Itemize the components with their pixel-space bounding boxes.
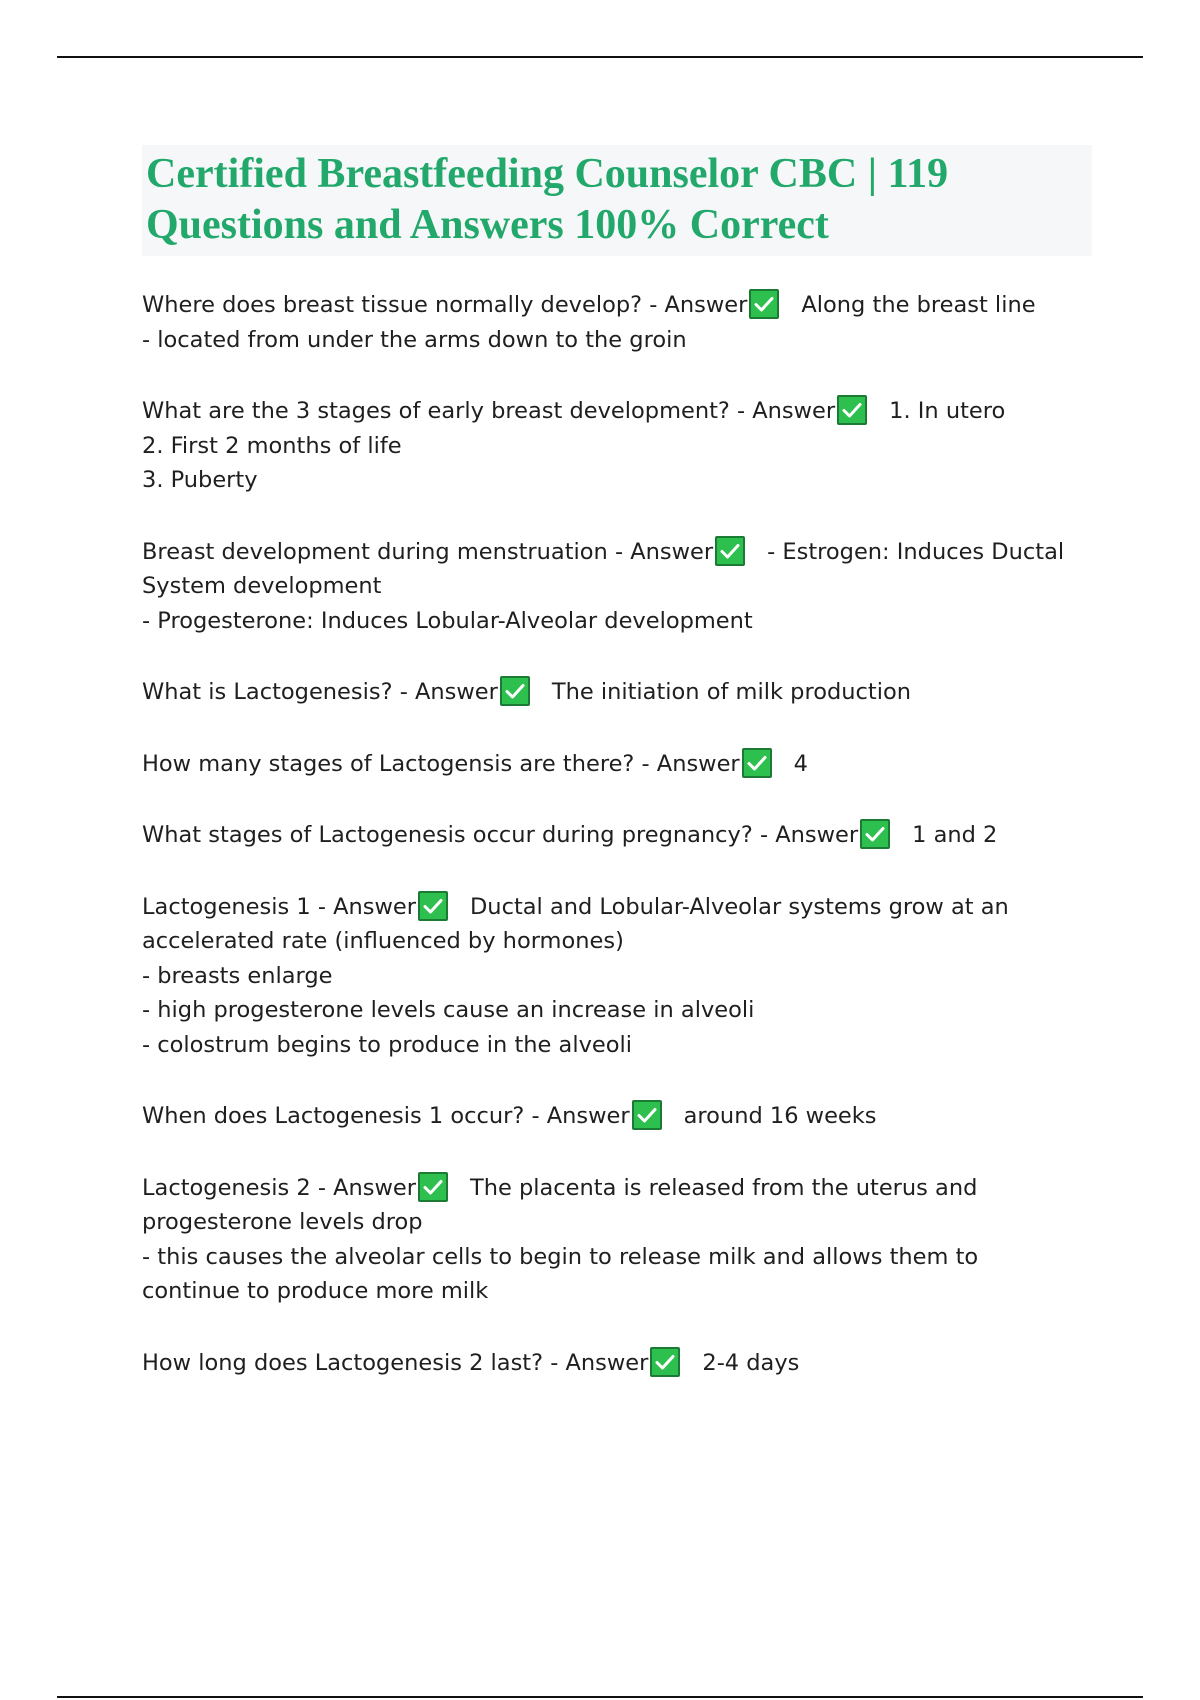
answer-text: 2-4 days: [702, 1349, 800, 1376]
qa-first-line: [142, 675, 1092, 710]
answer-label: Answer: [565, 1349, 649, 1376]
check-box-icon: [418, 1172, 448, 1202]
answer-label: Answer: [664, 292, 748, 318]
bottom-rule: [57, 1696, 1143, 1698]
answer-text: Along the breast line: [801, 292, 1036, 318]
qa-item: [142, 535, 1092, 639]
answer-label: Answer: [546, 1103, 630, 1129]
qa-item: [142, 288, 1092, 357]
title-box: [142, 145, 1092, 256]
answer-continuation-line: accelerated rate (influenced by hormones): [142, 928, 624, 954]
answer-label: Answer: [630, 538, 714, 565]
answer-text: - Estrogen: Induces Ductal: [767, 538, 1065, 565]
page-title: Certified Breastfeeding Counselor CBC | 119 Questions and Answers 100% Correct: [146, 151, 949, 248]
answer-continuation-line: - Progesterone: Induces Lobular-Alveolar development: [142, 607, 753, 634]
qa-first-line: [142, 747, 1092, 782]
question-text: When does Lactogenesis 1 occur? -: [142, 1103, 547, 1129]
qa-item: [142, 890, 1092, 1063]
check-box-icon: [715, 536, 745, 566]
qa-first-line: [142, 1099, 1092, 1134]
check-box-icon: [418, 891, 448, 921]
qa-first-line: [142, 1171, 1092, 1206]
check-box-icon: [632, 1100, 662, 1130]
answer-label: Answer: [656, 750, 740, 777]
qa-item: [142, 747, 1092, 782]
answer-label: Answer: [752, 398, 836, 424]
answer-continuation-line: - located from under the arms down to the groin: [142, 326, 687, 353]
qa-first-line: [142, 394, 1092, 429]
answer-label: Answer: [333, 1174, 416, 1201]
qa-list: [142, 288, 1092, 1380]
answer-continuation-line: 2. First 2 months of life: [142, 432, 402, 459]
answer-continuation-line: - colostrum begins to produce in the alveoli: [142, 1031, 633, 1058]
qa-first-line: [142, 890, 1092, 925]
answer-continuation-line: continue to produce more milk: [142, 1278, 489, 1304]
question-text: What are the 3 stages of early breast development? -: [142, 398, 753, 424]
question-text: Breast development during menstruation -: [142, 538, 631, 565]
qa-first-line: [142, 1346, 1092, 1381]
question-text: How long does Lactogenesis 2 last? -: [142, 1349, 566, 1376]
question-text: Lactogenesis 2 -: [142, 1174, 334, 1201]
answer-continuation-line: - this causes the alveolar cells to begin to release milk and allows them to: [142, 1243, 979, 1270]
answer-label: Answer: [333, 893, 416, 920]
check-box-icon: [500, 676, 530, 706]
answer-label: Answer: [414, 679, 498, 705]
qa-item: [142, 1099, 1092, 1134]
qa-first-line: [142, 288, 1092, 323]
check-box-icon: [749, 289, 779, 319]
qa-item: [142, 818, 1092, 853]
answer-text: Ductal and Lobular-Alveolar systems grow at an: [469, 893, 1009, 920]
top-rule: [57, 56, 1143, 58]
qa-item: [142, 1346, 1092, 1381]
answer-label: Answer: [775, 822, 859, 848]
answer-text: 4: [793, 750, 808, 777]
check-box-icon: [742, 748, 772, 778]
check-box-icon: [650, 1347, 680, 1377]
qa-item: [142, 675, 1092, 710]
question-text: Where does breast tissue normally develop? -: [142, 292, 665, 318]
answer-text: The placenta is released from the uterus and: [469, 1174, 978, 1201]
qa-item: [142, 1171, 1092, 1309]
question-text: What is Lactogenesis? -: [142, 679, 415, 705]
question-text: What stages of Lactogenesis occur during pregnancy? -: [142, 822, 776, 848]
answer-continuation-line: progesterone levels drop: [142, 1209, 423, 1235]
answer-text: 1 and 2: [912, 822, 998, 848]
answer-text: 1. In utero: [889, 398, 1006, 424]
qa-first-line: [142, 818, 1092, 853]
check-box-icon: [837, 395, 867, 425]
answer-continuation-line: - high progesterone levels cause an increase in alveoli: [142, 997, 755, 1023]
qa-item: [142, 394, 1092, 498]
answer-continuation-line: - breasts enlarge: [142, 962, 333, 989]
check-box-icon: [860, 819, 890, 849]
answer-text: around 16 weeks: [683, 1103, 877, 1129]
qa-first-line: [142, 535, 1092, 570]
question-text: Lactogenesis 1 -: [142, 893, 334, 920]
answer-continuation-line: System development: [142, 573, 382, 599]
document-body: [142, 145, 1092, 1380]
answer-text: The initiation of milk production: [551, 679, 911, 705]
answer-continuation-line: 3. Puberty: [142, 467, 258, 493]
question-text: How many stages of Lactogensis are there? -: [142, 750, 657, 777]
